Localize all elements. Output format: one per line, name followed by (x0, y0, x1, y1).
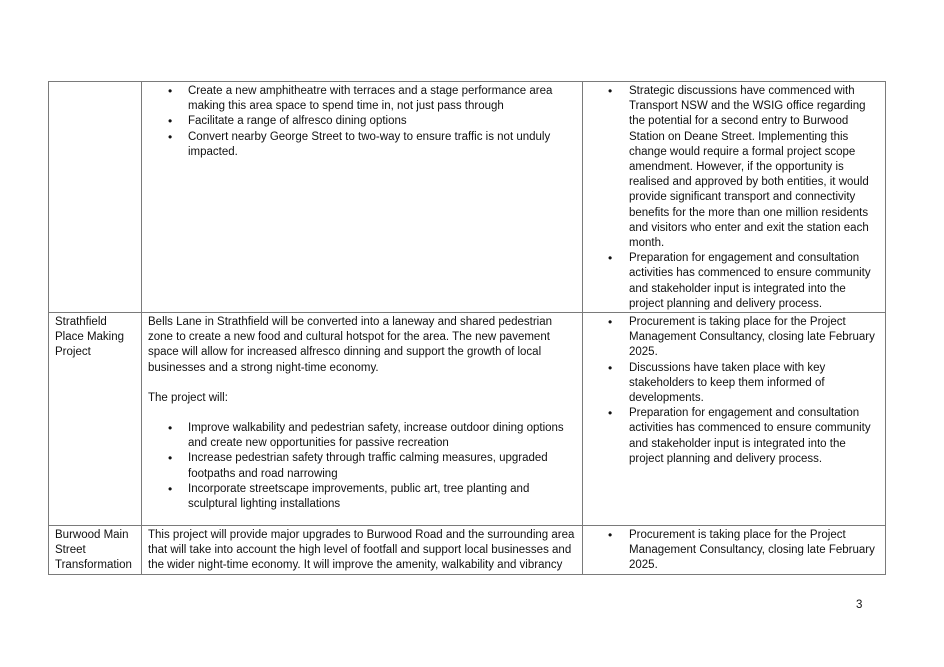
project-status-cell (583, 313, 886, 526)
table-row (49, 526, 886, 575)
list-item: • Discussions have taken place with key stakeholders to keep them informed of developments. (629, 361, 879, 407)
list-item: • Preparation for engagement and consultation activities has commenced to ensure community and stakeholder input is integrated into the project planning and delivery process. (629, 406, 879, 467)
page-number: 3 (856, 599, 863, 611)
project-description: This project will provide major upgrades to Burwood Road and the surrounding area that will take into account the high level of footfall and support local businesses and the wider night-time economy. It will improve the amenity, walkability and vibrancy (148, 529, 575, 572)
status-bullet-list (589, 528, 879, 574)
project-status-cell (583, 526, 886, 575)
list-item: • Incorporate streetscape improvements, public art, tree planting and sculptural lighting installations (188, 482, 576, 512)
table-row (49, 313, 886, 526)
project-description: Bells Lane in Strathfield will be converted into a laneway and shared pedestrian zone to create a new food and cultural hotspot for the area. The new pavement space will allow for increased alfresco dinning and support the growth of local businesses and a strong night-time economy. (148, 316, 553, 374)
list-item: • Create a new amphitheatre with terraces and a stage performance area making this area space to spend time in, not just pass through (188, 84, 576, 114)
list-item: • Procurement is taking place for the Project Management Consultancy, closing late February 2025. (629, 528, 879, 574)
list-item: • Preparation for engagement and consultation activities has commenced to ensure community and stakeholder input is integrated into the project planning and delivery process. (629, 251, 879, 312)
list-item: • Improve walkability and pedestrian safety, increase outdoor dining options and create new opportunities for passive recreation (188, 421, 576, 451)
table-row (49, 82, 886, 313)
project-name-cell: Burwood Main Street Transformation (49, 526, 142, 575)
project-description-cell (142, 82, 583, 313)
project-bullet-list (148, 84, 576, 160)
project-bullet-list (148, 421, 576, 512)
list-item: • Increase pedestrian safety through traffic calming measures, upgraded footpaths and road narrowing (188, 451, 576, 481)
project-intro: The project will: (148, 391, 228, 404)
project-name-cell (49, 82, 142, 313)
project-name-cell: Strathfield Place Making Project (49, 313, 142, 526)
status-bullet-list (589, 84, 879, 312)
project-description-cell (142, 526, 583, 575)
projects-table (48, 81, 886, 575)
list-item: • Convert nearby George Street to two-way to ensure traffic is not unduly impacted. (188, 130, 576, 160)
list-item: • Facilitate a range of alfresco dining options (188, 114, 576, 129)
project-description-cell (142, 313, 583, 526)
list-item: • Strategic discussions have commenced with Transport NSW and the WSIG office regarding the potential for a second entry to Burwood Station on Deane Street. Implementing this change would require a formal project scope amendment. However, if the opportunity is realised and approved by both entities, it would provide significant transport and connectivity benefits for the more than one million residents and visitors who enter and exit the station each month. (629, 84, 879, 251)
status-bullet-list (589, 315, 879, 467)
list-item: • Procurement is taking place for the Project Management Consultancy, closing late February 2025. (629, 315, 879, 361)
project-status-cell (583, 82, 886, 313)
